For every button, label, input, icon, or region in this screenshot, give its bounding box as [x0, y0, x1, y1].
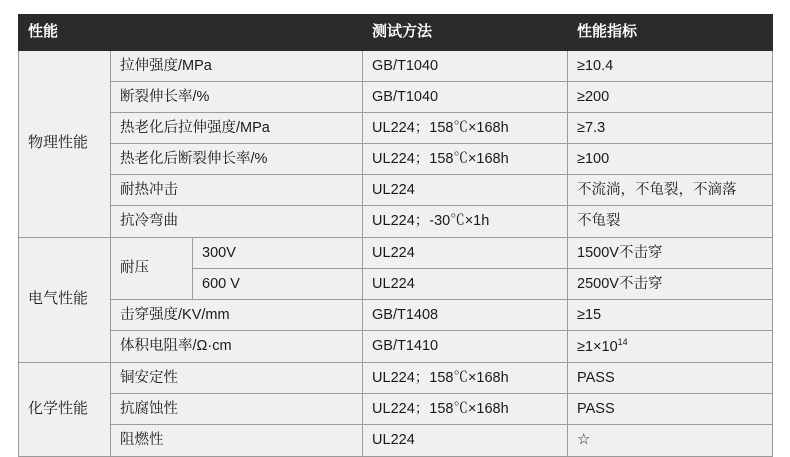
method-value: UL224；158℃×168h [363, 144, 568, 175]
spec-value-resistivity [568, 330, 773, 362]
spec-value: ≥200 [568, 81, 773, 112]
spec-value: PASS [568, 393, 773, 424]
spec-value: ≥7.3 [568, 113, 773, 144]
method-value: GB/T1408 [363, 299, 568, 330]
method-value: UL224 [363, 237, 568, 268]
subitem-label: 300V [193, 237, 363, 268]
item-label: 拉伸强度/MPa [111, 50, 363, 81]
table-row [19, 330, 773, 362]
spec-value: 不流淌，不龟裂，不滴落 [568, 175, 773, 206]
method-value: UL224；158℃×168h [363, 113, 568, 144]
spec-value-exponent: 14 [617, 336, 628, 347]
table-row [19, 362, 773, 393]
spec-value: 2500V不击穿 [568, 268, 773, 299]
group-label-electrical: 电气性能 [19, 237, 111, 362]
method-value: GB/T1040 [363, 50, 568, 81]
header-row [19, 15, 773, 51]
spec-value: 1500V不击穿 [568, 237, 773, 268]
method-value: UL224；158℃×168h [363, 393, 568, 424]
spec-value: PASS [568, 362, 773, 393]
table-body [19, 50, 773, 456]
column-header-spec: 性能指标 [568, 15, 773, 51]
method-value: UL224；158℃×168h [363, 362, 568, 393]
table-row [19, 81, 773, 112]
item-label: 抗冷弯曲 [111, 206, 363, 237]
table-row [19, 175, 773, 206]
item-label: 断裂伸长率/% [111, 81, 363, 112]
item-label: 耐热冲击 [111, 175, 363, 206]
column-header-property: 性能 [19, 15, 363, 51]
method-value: UL224 [363, 175, 568, 206]
method-value: GB/T1040 [363, 81, 568, 112]
group-label-chemical: 化学性能 [19, 362, 111, 456]
item-label: 铜安定性 [111, 362, 363, 393]
spec-value: ≥100 [568, 144, 773, 175]
spec-value: 不龟裂 [568, 206, 773, 237]
subitem-label: 600 V [193, 268, 363, 299]
method-value: UL224 [363, 425, 568, 457]
item-label: 热老化后断裂伸长率/% [111, 144, 363, 175]
column-header-method: 测试方法 [363, 15, 568, 51]
group-label-physical: 物理性能 [19, 50, 111, 237]
item-label: 体积电阻率/Ω·cm [111, 330, 363, 362]
method-value: GB/T1410 [363, 330, 568, 362]
table-row [19, 393, 773, 424]
table-row [19, 144, 773, 175]
item-label-voltage: 耐压 [111, 237, 193, 299]
spec-value: ≥10.4 [568, 50, 773, 81]
table-row [19, 237, 773, 268]
table-row [19, 206, 773, 237]
item-label: 抗腐蚀性 [111, 393, 363, 424]
method-value: UL224 [363, 268, 568, 299]
table-header [19, 15, 773, 51]
spec-value: ≥15 [568, 299, 773, 330]
table-row [19, 299, 773, 330]
table-row [19, 113, 773, 144]
item-label: 阻燃性 [111, 425, 363, 457]
spec-value-flame-star: ☆ [568, 425, 773, 457]
item-label: 热老化后拉伸强度/MPa [111, 113, 363, 144]
item-label: 击穿强度/KV/mm [111, 299, 363, 330]
method-value: UL224；-30℃×1h [363, 206, 568, 237]
table-row [19, 50, 773, 81]
spec-value-base: ≥1×10 [577, 338, 618, 355]
specification-table [18, 14, 773, 457]
